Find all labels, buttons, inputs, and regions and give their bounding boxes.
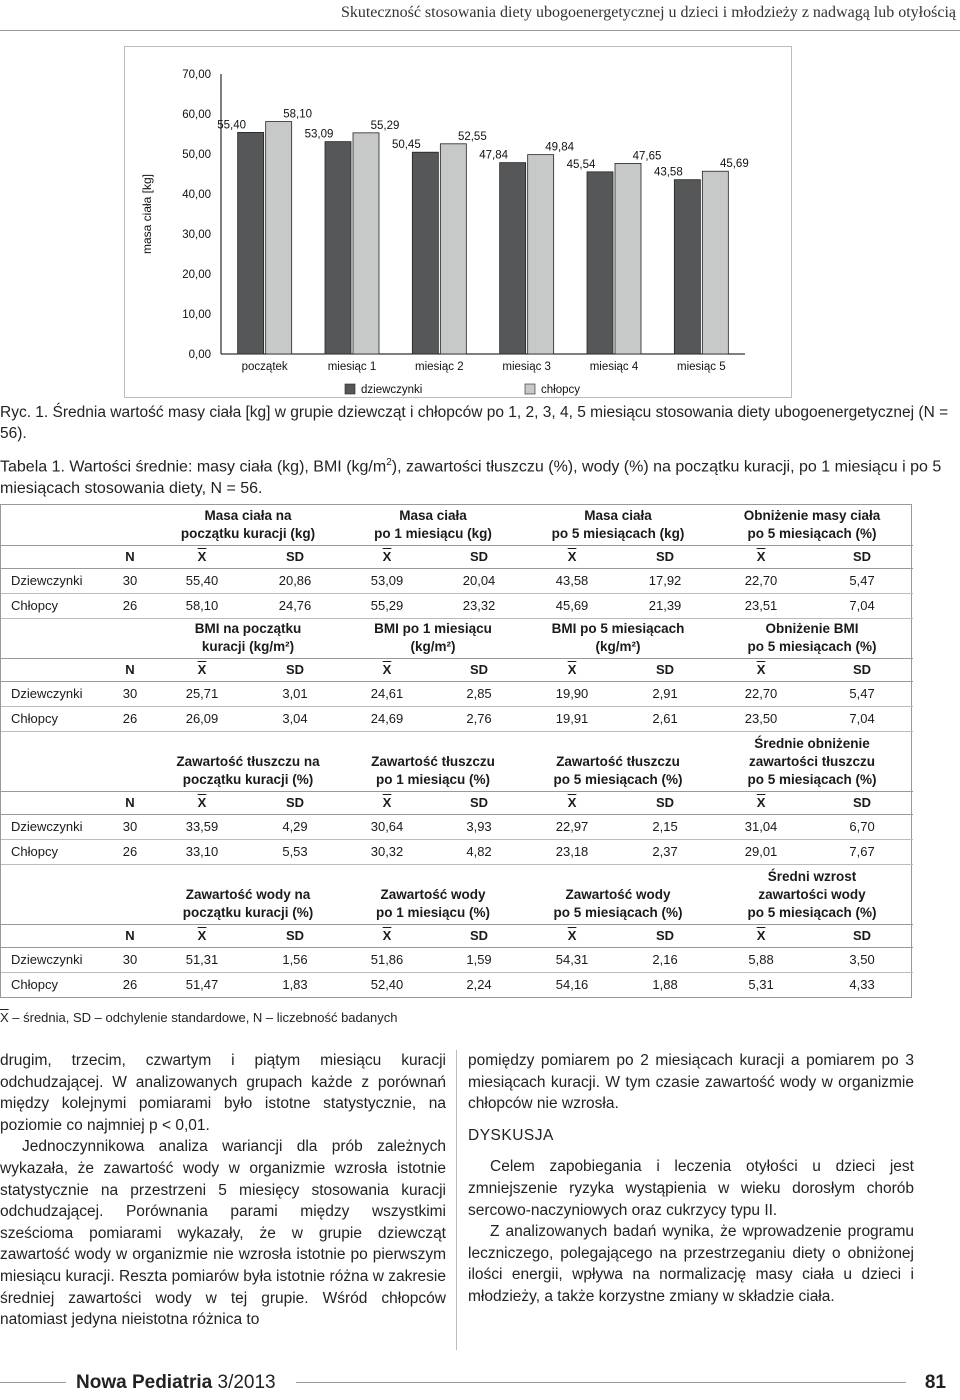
table-cell: 55,29 xyxy=(341,593,433,618)
table-cell: 26 xyxy=(105,839,155,864)
table-cell: 2,61 xyxy=(619,706,711,731)
column-group-header-line: Średni wzrost xyxy=(767,868,857,884)
bar-chłopcy xyxy=(353,133,379,354)
table-cell: 33,59 xyxy=(155,814,249,839)
data-label: 58,10 xyxy=(283,108,313,121)
bar-dziewczynki xyxy=(238,132,264,354)
table-cell: 45,69 xyxy=(525,593,619,618)
left-text-column xyxy=(0,1050,446,1331)
group-label: Chłopcy xyxy=(11,977,58,993)
data-label: 43,58 xyxy=(653,166,683,179)
group-label: Dziewczynki xyxy=(1,814,105,839)
table-cell: 1,59 xyxy=(433,947,525,972)
column-group-header-line: po 5 miesiącach (%) xyxy=(553,904,683,920)
table-cell: 5,31 xyxy=(748,977,774,993)
section-header-row xyxy=(1,618,913,658)
footnote-text: – średnia, SD – odchylenie standardowe, N – liczebność badanych xyxy=(8,1010,398,1025)
stat-label: SD xyxy=(249,658,341,681)
stat-label: N xyxy=(105,924,155,947)
data-label: 55,40 xyxy=(217,119,247,132)
table-cell: 4,29 xyxy=(249,814,341,839)
table-row xyxy=(1,593,913,618)
table-cell: 26 xyxy=(122,977,138,993)
stat-label: $\overline{X}$ xyxy=(341,924,433,947)
bar-chłopcy xyxy=(528,155,554,354)
bar-chłopcy xyxy=(615,163,641,354)
right-text-column xyxy=(468,1050,914,1308)
column-group-header xyxy=(525,618,711,658)
table-row xyxy=(1,681,913,706)
table-title-superscript: 2 xyxy=(386,457,392,468)
section-header-row xyxy=(1,864,913,924)
column-group-header xyxy=(525,731,711,791)
column-group-header-line: początku kuracji (%) xyxy=(182,904,314,920)
left-paragraph-2: Jednoczynnikowa analiza wariancji dla prób zależnych wykazała, że zawartość wody w organizmie wzrosła istotnie statystycznie na przestrzeni 5 miesięcy stosowania kuracji odchudzającej. Porównania parami między wszystkimi sześcioma pomiarami wykazały, że w grupie dziewcząt zawartość wody w organizmie nie wzrosła istotnie po pierwszym miesiącu kuracji. Reszta pomiarów była istotnie różna w zakresie średniej zawartości wody w tej grupie. Wśród chłopców natomiast jedyna nieistotna różnica to xyxy=(0,1138,446,1329)
column-group-header-line: po 5 miesiącach (%) xyxy=(747,525,877,541)
column-group-header xyxy=(341,505,525,545)
column-group-header-line: Masa ciała xyxy=(584,507,652,523)
mean-symbol: $\overline{X}$ xyxy=(0,1010,9,1025)
table-cell: 55,40 xyxy=(155,568,249,593)
stat-label: SD xyxy=(249,924,341,947)
table-row xyxy=(1,706,913,731)
column-group-header-line: początku kuracji (%) xyxy=(182,771,314,787)
table-cell: 5,47 xyxy=(811,568,913,593)
results-table-grid xyxy=(1,505,913,997)
column-group-header xyxy=(341,618,525,658)
table-cell: 30 xyxy=(105,681,155,706)
bar-dziewczynki xyxy=(587,172,613,354)
bar-chart-svg xyxy=(125,47,793,399)
table-cell: 3,01 xyxy=(249,681,341,706)
column-divider xyxy=(456,1050,457,1350)
y-axis-label: masa ciała [kg] xyxy=(140,173,154,255)
weight-bar-chart xyxy=(124,46,792,398)
table-cell: 54,16 xyxy=(555,977,589,993)
stat-label: SD xyxy=(619,924,711,947)
group-label: Chłopcy xyxy=(1,706,105,731)
subheader-blank-cell xyxy=(1,658,105,681)
table-cell: 54,31 xyxy=(525,947,619,972)
group-label: Dziewczynki xyxy=(1,568,105,593)
group-label: Dziewczynki xyxy=(1,947,105,972)
stat-label: $\overline{X}$ xyxy=(711,924,811,947)
column-group-header-line: po 5 miesiącach (%) xyxy=(747,638,877,654)
column-group-header-line: BMI po 5 miesiącach xyxy=(551,620,685,636)
stat-label: N xyxy=(105,791,155,814)
table-cell: 22,97 xyxy=(525,814,619,839)
y-tick-label: 40,00 xyxy=(182,189,211,201)
data-label: 45,54 xyxy=(566,158,596,171)
legend-label: chłopcy xyxy=(541,384,580,396)
column-group-header-line: kuracji (kg/m²) xyxy=(201,638,295,654)
table-cell: 2,24 xyxy=(466,977,492,993)
column-group-header-line: po 5 miesiącach (%) xyxy=(747,904,877,920)
stat-label: SD xyxy=(433,545,525,568)
bar-dziewczynki xyxy=(674,180,700,354)
column-group-header-line: Zawartość wody na xyxy=(185,886,311,902)
stat-subheader-row xyxy=(1,924,913,947)
group-label: Chłopcy xyxy=(1,593,105,618)
column-group-header xyxy=(525,505,711,545)
stat-label: $\overline{X}$ xyxy=(525,924,619,947)
table-cell: 19,91 xyxy=(525,706,619,731)
table-title-part-1: Tabela 1. Wartości średnie: masy ciała (kg), BMI (kg/m xyxy=(0,458,387,476)
table-cell: 52,40 xyxy=(370,977,404,993)
stat-label: SD xyxy=(249,791,341,814)
column-group-header-line: Zawartość tłuszczu na xyxy=(176,753,320,769)
column-group-header xyxy=(155,505,341,545)
table-cell: 51,86 xyxy=(341,947,433,972)
y-tick-label: 70,00 xyxy=(182,69,211,81)
stat-label: SD xyxy=(249,545,341,568)
table-cell: 24,61 xyxy=(341,681,433,706)
header-blank-cell xyxy=(1,864,155,924)
table-cell: 30 xyxy=(105,568,155,593)
subheader-blank-cell xyxy=(1,791,105,814)
data-label: 53,09 xyxy=(304,128,334,141)
group-label: Chłopcy xyxy=(1,839,105,864)
legend-swatch xyxy=(345,384,355,394)
section-header-row xyxy=(1,731,913,791)
column-group-header-line: po 5 miesiącach (kg) xyxy=(551,525,685,541)
table-cell: 1,88 xyxy=(652,977,678,993)
table-cell: 23,51 xyxy=(711,593,811,618)
data-label: 47,84 xyxy=(479,149,509,162)
stat-label: SD xyxy=(811,545,913,568)
table-row xyxy=(1,814,913,839)
stat-label: SD xyxy=(433,924,525,947)
stat-label: $\overline{X}$ xyxy=(711,658,811,681)
right-paragraph-3: Z analizowanych badań wynika, że wprowadzenie programu leczniczego, polegającego na przestrzeganiu diety o obniżonej ilości energii, wpływa na normalizację masy ciała u dzieci i młodzieży, a także korzystne zmiany w składzie ciała. xyxy=(468,1223,914,1305)
table-cell: 33,10 xyxy=(155,839,249,864)
bar-dziewczynki xyxy=(500,163,526,354)
stat-label: $\overline{X}$ xyxy=(155,924,249,947)
subheader-blank-cell xyxy=(1,924,105,947)
column-group-header xyxy=(711,864,913,924)
x-category-label: miesiąc 1 xyxy=(327,361,377,373)
column-group-header-line: po 5 miesiącach (%) xyxy=(553,771,683,787)
table-cell: 2,15 xyxy=(619,814,711,839)
table-row xyxy=(1,972,913,997)
stat-label: N xyxy=(105,658,155,681)
column-group-header-line: Zawartość tłuszczu xyxy=(556,753,680,769)
page-number: 81 xyxy=(924,1372,946,1393)
stat-label: $\overline{X}$ xyxy=(525,658,619,681)
header-blank-cell xyxy=(1,731,155,791)
column-group-header-line: BMI po 1 miesiącu xyxy=(374,620,492,636)
stat-label: SD xyxy=(619,791,711,814)
column-group-header-line: Masa ciała na xyxy=(204,507,292,523)
table-cell: 26 xyxy=(105,706,155,731)
table-cell: 5,53 xyxy=(249,839,341,864)
legend-label: dziewczynki xyxy=(361,384,423,396)
column-group-header-line: początku kuracji (kg) xyxy=(180,525,316,541)
table-cell: 24,69 xyxy=(341,706,433,731)
column-group-header xyxy=(711,618,913,658)
legend-swatch xyxy=(525,384,535,394)
table-cell: 30 xyxy=(105,947,155,972)
stat-subheader-row xyxy=(1,658,913,681)
table-cell: 7,04 xyxy=(811,593,913,618)
table-cell: 1,56 xyxy=(249,947,341,972)
table-cell: 22,70 xyxy=(711,568,811,593)
journal-name xyxy=(76,1372,276,1394)
table-row xyxy=(1,568,913,593)
bar-dziewczynki xyxy=(412,152,438,354)
data-label: 50,45 xyxy=(391,139,421,152)
stat-label: SD xyxy=(811,924,913,947)
stat-label: SD xyxy=(619,658,711,681)
table-cell: 51,47 xyxy=(185,977,219,993)
table-cell: 19,90 xyxy=(525,681,619,706)
stat-label: SD xyxy=(811,791,913,814)
stat-label: SD xyxy=(619,545,711,568)
table-cell: 23,32 xyxy=(433,593,525,618)
column-group-header-line: zawartości tłuszczu xyxy=(749,753,876,769)
table-cell: 23,50 xyxy=(711,706,811,731)
table-cell: 5,88 xyxy=(711,947,811,972)
footer-rule-left xyxy=(0,1382,66,1383)
bar-dziewczynki xyxy=(325,142,351,354)
table-cell: 3,50 xyxy=(811,947,913,972)
column-group-header xyxy=(155,618,341,658)
right-paragraph-1: pomiędzy pomiarem po 2 miesiącach kuracji a pomiarem po 3 miesiącach kuracji. W tym czasie zawartość wody w organizmie chłopców nie wzrosła. xyxy=(468,1052,914,1113)
table-cell: 6,70 xyxy=(811,814,913,839)
table-cell: 4,82 xyxy=(433,839,525,864)
subheader-blank-cell xyxy=(1,545,105,568)
running-head: Skuteczność stosowania diety ubogoenergetycznej u dzieci i młodzieży z nadwagą lub otyłością xyxy=(340,4,956,21)
column-group-header-line: Zawartość wody xyxy=(565,886,671,902)
table-cell: 25,71 xyxy=(155,681,249,706)
stat-label: $\overline{X}$ xyxy=(711,545,811,568)
y-tick-label: 30,00 xyxy=(182,229,211,241)
column-group-header xyxy=(525,864,711,924)
column-group-header xyxy=(155,731,341,791)
section-header-row xyxy=(1,505,913,545)
column-group-header-line: Masa ciała xyxy=(399,507,467,523)
column-group-header-line: zawartości wody xyxy=(758,886,866,902)
table-cell: 30 xyxy=(105,814,155,839)
data-label: 52,55 xyxy=(457,130,487,143)
table-cell: 20,86 xyxy=(249,568,341,593)
table-cell: 3,93 xyxy=(433,814,525,839)
table-cell: 30,32 xyxy=(341,839,433,864)
bar-chłopcy xyxy=(266,122,292,354)
table-cell: 3,04 xyxy=(249,706,341,731)
bar-chłopcy xyxy=(702,171,728,354)
table-cell: 29,01 xyxy=(711,839,811,864)
x-category-label: miesiąc 5 xyxy=(677,361,726,373)
table-cell: 30,64 xyxy=(341,814,433,839)
stat-label: SD xyxy=(811,658,913,681)
column-group-header-line: Zawartość wody xyxy=(380,886,486,902)
table-cell: 26,09 xyxy=(155,706,249,731)
stat-label: $\overline{X}$ xyxy=(341,791,433,814)
group-label: Dziewczynki xyxy=(1,681,105,706)
stat-subheader-row xyxy=(1,545,913,568)
stat-label: $\overline{X}$ xyxy=(155,658,249,681)
y-tick-label: 0,00 xyxy=(188,349,211,361)
page-footer xyxy=(0,1366,960,1400)
table-cell: 5,47 xyxy=(811,681,913,706)
table-cell: 24,76 xyxy=(249,593,341,618)
y-tick-label: 60,00 xyxy=(182,109,211,121)
data-label: 47,65 xyxy=(632,150,662,163)
column-group-header-line: po 1 miesiącu (%) xyxy=(376,904,491,920)
x-category-label: miesiąc 2 xyxy=(415,361,464,373)
column-group-header-line: Obniżenie BMI xyxy=(765,620,859,636)
stat-label: $\overline{X}$ xyxy=(341,658,433,681)
x-category-label: początek xyxy=(241,361,288,373)
x-category-label: miesiąc 3 xyxy=(502,361,551,373)
x-category-label: miesiąc 4 xyxy=(589,361,639,373)
journal-issue: 3/2013 xyxy=(217,1372,276,1393)
stat-subheader-row xyxy=(1,791,913,814)
table-cell: 2,85 xyxy=(433,681,525,706)
stat-label: N xyxy=(105,545,155,568)
data-label: 55,29 xyxy=(370,119,400,132)
table-cell: 2,76 xyxy=(433,706,525,731)
column-group-header xyxy=(341,864,525,924)
bar-chłopcy xyxy=(440,144,466,354)
column-group-header xyxy=(711,731,913,791)
stat-label: $\overline{X}$ xyxy=(525,545,619,568)
y-tick-label: 10,00 xyxy=(182,309,211,321)
table-cell: 20,04 xyxy=(433,568,525,593)
table-cell: 53,09 xyxy=(341,568,433,593)
stat-label: $\overline{X}$ xyxy=(155,545,249,568)
table-cell: 2,16 xyxy=(619,947,711,972)
table-cell: 51,31 xyxy=(155,947,249,972)
header-blank-cell xyxy=(1,618,155,658)
column-group-header-line: (kg/m²) xyxy=(410,638,456,654)
column-group-header xyxy=(155,864,341,924)
data-label: 45,69 xyxy=(719,158,749,171)
table-cell: 1,83 xyxy=(282,977,308,993)
table-cell: 21,39 xyxy=(619,593,711,618)
column-group-header xyxy=(341,731,525,791)
table-row xyxy=(1,839,913,864)
stat-label: SD xyxy=(433,658,525,681)
table-title xyxy=(0,452,958,500)
stat-label: $\overline{X}$ xyxy=(711,791,811,814)
table-cell: 17,92 xyxy=(619,568,711,593)
column-group-header-line: po 1 miesiącu (kg) xyxy=(374,525,492,541)
table-cell: 43,58 xyxy=(525,568,619,593)
column-group-header-line: (kg/m²) xyxy=(595,638,641,654)
figure-caption: Ryc. 1. Średnia wartość masy ciała [kg] w grupie dziewcząt i chłopców po 1, 2, 3, 4, 5 miesiącu stosowania diety ubogoenergetycznej (N = 56). xyxy=(0,404,949,442)
table-cell: 26 xyxy=(105,593,155,618)
header-blank-cell xyxy=(1,505,155,545)
stat-label: $\overline{X}$ xyxy=(341,545,433,568)
table-cell: 2,91 xyxy=(619,681,711,706)
table-cell: 22,70 xyxy=(711,681,811,706)
column-group-header-line: Obniżenie masy ciała xyxy=(743,507,881,523)
table-cell: 2,37 xyxy=(619,839,711,864)
left-paragraph-1: drugim, trzecim, czwartym i piątym miesiącu kuracji odchudzającej. W analizowanych grupach każde z porównań między kolejnymi pomiarami było istotne statystycznie, na poziomie co najmniej p < 0,01. xyxy=(0,1052,446,1134)
table-footnote xyxy=(0,1010,397,1025)
y-tick-label: 20,00 xyxy=(182,269,211,281)
header-divider xyxy=(0,30,960,31)
stat-label: SD xyxy=(433,791,525,814)
table-title-part-2: ), zawartości tłuszczu (%), wody (%) na początku kuracji, po 1 miesiącu i po 5 miesiącach stosowania diety, N = 56. xyxy=(0,458,942,498)
stat-label: $\overline{X}$ xyxy=(525,791,619,814)
table-cell: 58,10 xyxy=(155,593,249,618)
column-group-header-line: po 1 miesiącu (%) xyxy=(376,771,491,787)
column-group-header-line: po 5 miesiącach (%) xyxy=(747,771,877,787)
section-heading-dyskusja: DYSKUSJA xyxy=(468,1126,554,1144)
table-cell: 7,04 xyxy=(811,706,913,731)
table-cell: 7,67 xyxy=(811,839,913,864)
column-group-header-line: Średnie obniżenie xyxy=(754,735,870,751)
column-group-header-line: Zawartość tłuszczu xyxy=(371,753,495,769)
table-row xyxy=(1,947,913,972)
table-cell: 31,04 xyxy=(711,814,811,839)
column-group-header xyxy=(711,505,913,545)
table-cell: 4,33 xyxy=(849,977,875,993)
journal-title: Nowa Pediatria xyxy=(76,1372,213,1393)
stat-label: $\overline{X}$ xyxy=(155,791,249,814)
y-tick-label: 50,00 xyxy=(182,149,211,161)
footer-rule-right xyxy=(296,1382,906,1383)
results-table xyxy=(0,504,912,998)
table-cell: 23,18 xyxy=(525,839,619,864)
column-group-header-line: BMI na początku xyxy=(194,620,302,636)
data-label: 49,84 xyxy=(545,141,575,154)
right-paragraph-2: Celem zapobiegania i leczenia otyłości u dzieci jest zmniejszenie ryzyka wystąpienia w wieku dorosłym chorób sercowo-naczyniowych oraz cukrzycy typu II. xyxy=(468,1158,914,1219)
